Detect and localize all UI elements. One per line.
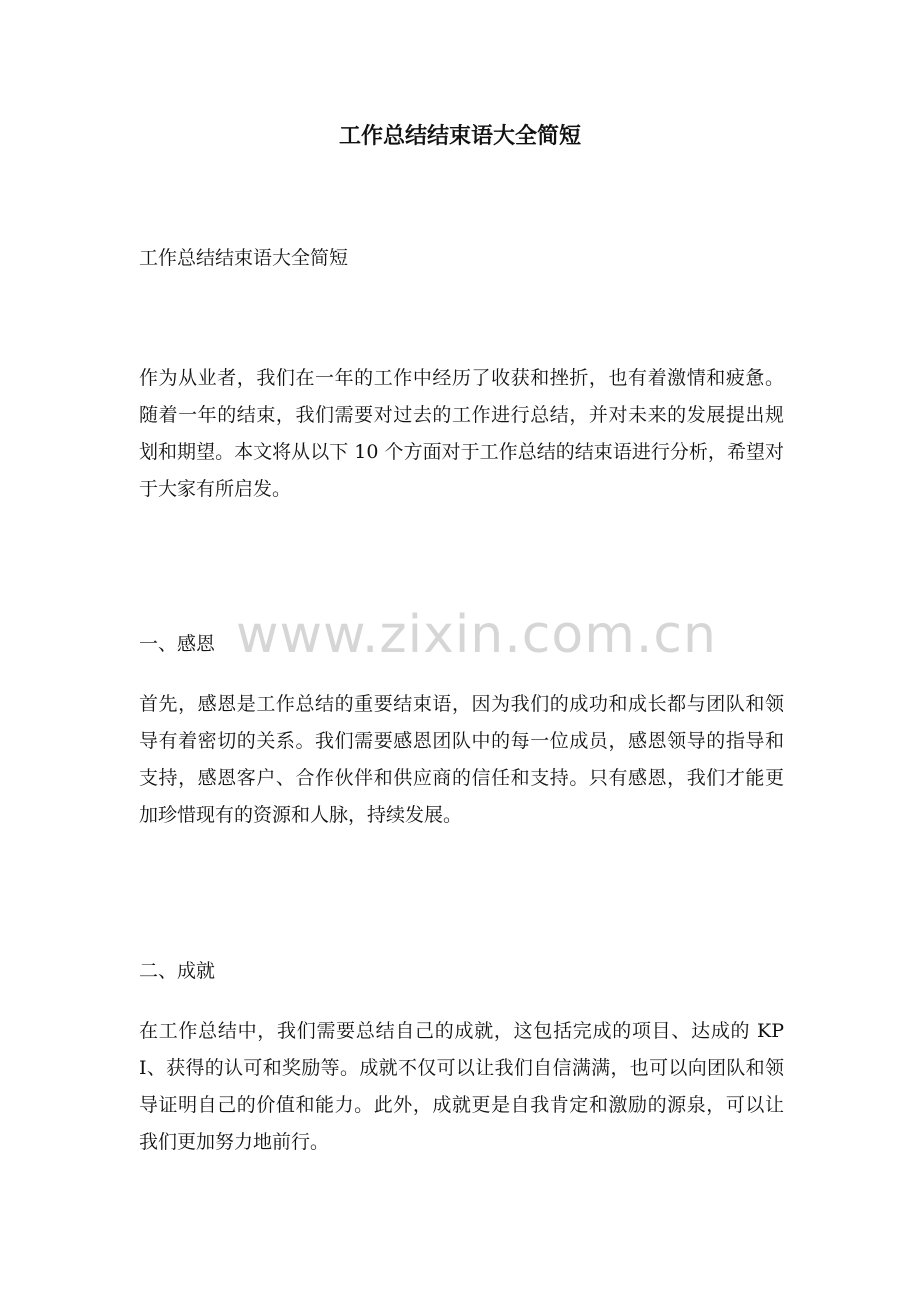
intro-paragraph: 作为从业者，我们在一年的工作中经历了收获和挫折，也有着激情和疲惫。随着一年的结束，我们需要对过去的工作进行总结，并对未来的发展提出规划和期望。本文将从以下 10 个方面对于工作总结的结束语进行分析，希望对于大家有所启发。: [139, 367, 784, 500]
section-heading-gratitude: 一、感恩: [139, 633, 216, 655]
section-body-gratitude: 首先，感恩是工作总结的重要结束语，因为我们的成功和成长都与团队和领导有着密切的关系。我们需要感恩团队中的每一位成员，感恩领导的指导和支持，感恩客户、合作伙伴和供应商的信任和支持。只有感恩，我们才能更加珍惜现有的资源和人脉，持续发展。: [139, 693, 784, 826]
document-title: 工作总结结束语大全简短: [338, 123, 581, 149]
document-subtitle: 工作总结结束语大全简短: [139, 247, 349, 269]
site-watermark: www.zixin.com.cn: [236, 605, 717, 665]
section-body-achievement: 在工作总结中，我们需要总结自己的成就，这包括完成的项目、达成的 KPI、获得的认可和奖励等。成就不仅可以让我们自信满满，也可以向团队和领导证明自己的价值和能力。此外，成就更是自我肯定和激励的源泉，可以让我们更加努力地前行。: [139, 1020, 784, 1153]
section-heading-achievement: 二、成就: [139, 960, 216, 982]
